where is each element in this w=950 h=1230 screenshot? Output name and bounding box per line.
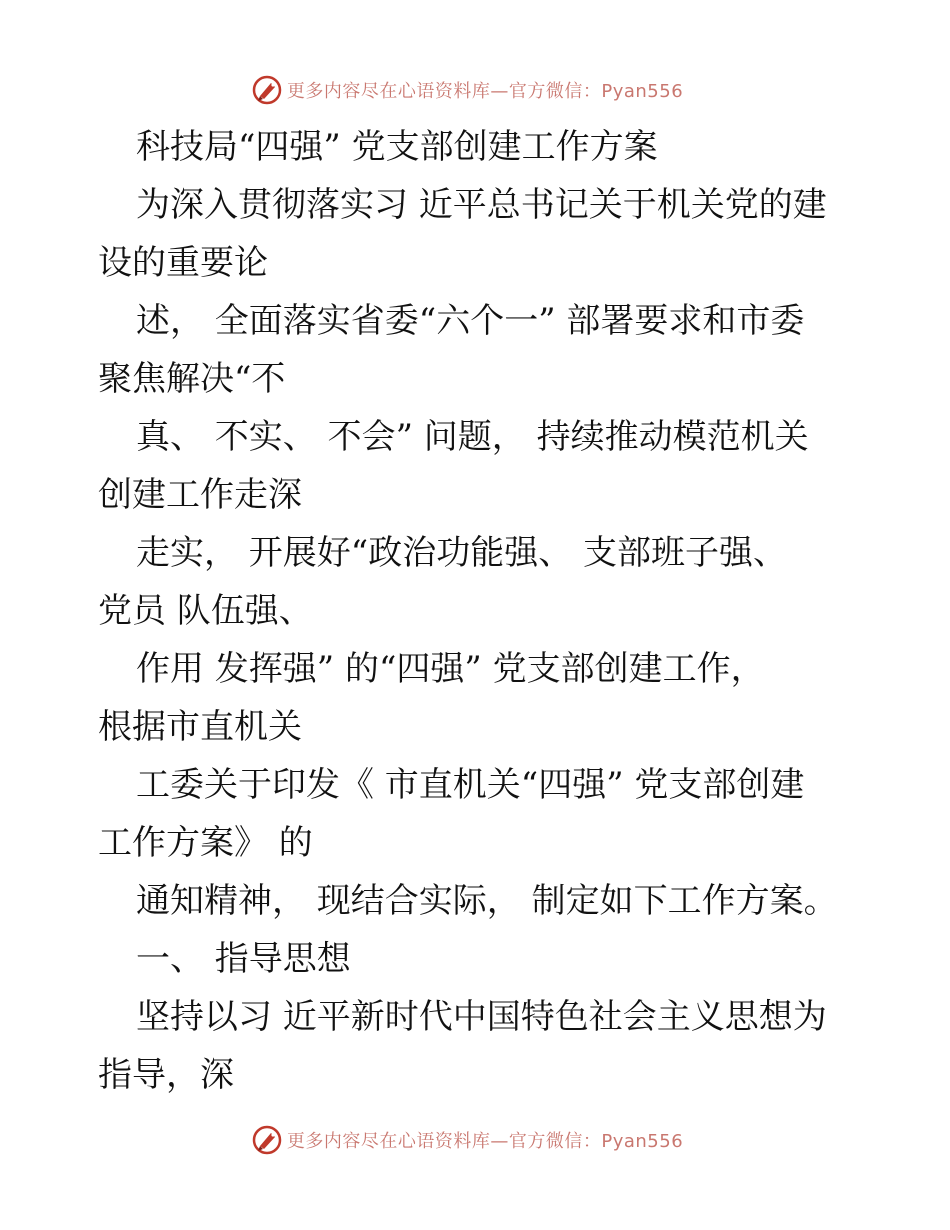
doc-line: 指导，深 [98,1055,234,1095]
document-body [98,118,858,1104]
footer-banner-text: 更多内容尽在心语资料库—官方微信：Pyan556 [286,1131,684,1152]
doc-line: 工委关于印发《 市直机关“四强” 党支部创建 [136,765,805,805]
doc-line: 作用 发挥强” 的“四强” 党支部创建工作， [136,649,765,689]
doc-line: 走实， 开展好“政治功能强、 支部班子强、 [136,533,787,573]
pen-logo-icon [251,74,283,106]
doc-line: 真、 不实、 不会” 问题， 持续推动模范机关 [136,417,809,457]
doc-line: 根据市直机关 [98,707,302,747]
section-heading: 一、 指导思想 [136,939,351,979]
footer-banner-content [251,1124,683,1156]
doc-title: 科技局“四强” 党支部创建工作方案 [136,127,658,167]
footer-banner [0,1120,950,1160]
doc-line: 设的重要论 [98,243,268,283]
doc-line: 通知精神， 现结合实际， 制定如下工作方案。 [136,881,838,921]
doc-line: 述， 全面落实省委“六个一” 部署要求和市委 [136,301,805,341]
doc-line: 党员 队伍强、 [98,591,313,631]
doc-line: 坚持以习 近平新时代中国特色社会主义思想为 [136,997,827,1037]
doc-line: 创建工作走深 [98,475,302,515]
doc-line: 工作方案》 的 [98,823,313,863]
doc-line: 聚焦解决“不 [98,359,286,399]
pen-logo-icon [251,1124,283,1156]
doc-line: 为深入贯彻落实习 近平总书记关于机关党的建 [136,185,827,225]
header-banner [0,70,950,110]
header-banner-content [251,74,683,106]
header-banner-text: 更多内容尽在心语资料库—官方微信：Pyan556 [286,81,684,102]
